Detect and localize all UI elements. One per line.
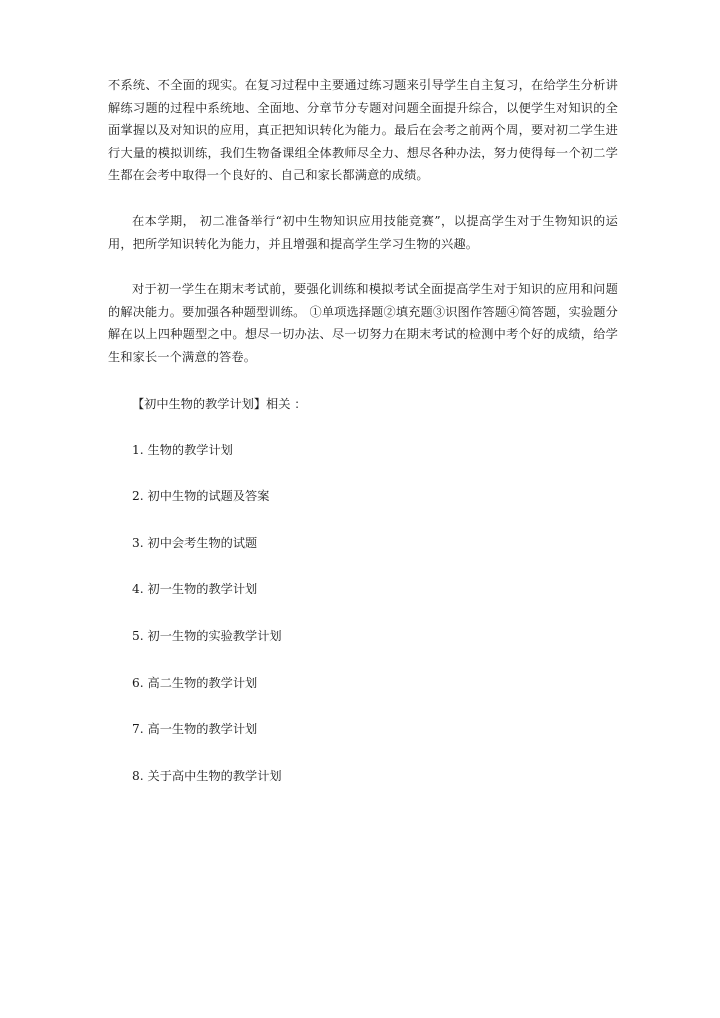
related-link-item <box>132 672 618 694</box>
related-link-item <box>132 532 618 554</box>
related-links-list <box>108 439 618 787</box>
related-heading: 【初中生物的教学计划】相关 ： <box>132 396 307 411</box>
related-link[interactable]: 5. 初一生物的实验教学计划 <box>132 628 282 643</box>
related-link[interactable]: 1. 生物的教学计划 <box>132 442 233 457</box>
paragraph-grade-one-exam: 对于初一学生在期末考试前，要强化训练和模拟考试全面提高学生对于知识的应用和问题的解决能力。要加强各种题型训练。 ①单项选择题②填充题③识图作答题④简答题，实验题分解在以上四种题型之中。想尽一切办法、尽一切努力在期末考试的检测中考个好的成绩，给学生和家长一个满意的答卷。 <box>108 282 618 364</box>
paragraph-competition: 在本学期， 初二准备举行“初中生物知识应用技能竞赛”，以提高学生对于生物知识的运用，把所学知识转化为能力，并且增强和提高学生学习生物的兴趣。 <box>108 213 618 251</box>
related-link-item <box>132 765 618 787</box>
paragraph-review-plan: 不系统、不全面的现实。在复习过程中主要通过练习题来引导学生自主复习，在给学生分析讲解练习题的过程中系统地、全面地、分章节分专题对问题全面提升综合，以便学生对知识的全面掌握以及对知识的应用，真正把知识转化为能力。最后在会考之前两个周，要对初二学生进行大量的模拟训练，我们生物备课组全体教师尽全力、想尽各种办法，努力使得每一个初二学生都在会考中取得一个良好的、自己和家长都满意的成绩。 <box>108 78 618 183</box>
document-page <box>108 74 618 811</box>
related-link-item <box>132 439 618 461</box>
related-link[interactable]: 4. 初一生物的教学计划 <box>132 582 258 597</box>
related-link-item <box>132 625 618 647</box>
related-link[interactable]: 7. 高一生物的教学计划 <box>132 722 258 737</box>
related-link-item <box>132 578 618 600</box>
related-link-item <box>132 718 618 740</box>
related-link[interactable]: 2. 初中生物的试题及答案 <box>132 489 270 504</box>
related-link-item <box>132 485 618 507</box>
related-link[interactable]: 8. 关于高中生物的教学计划 <box>132 768 282 783</box>
related-link[interactable]: 3. 初中会考生物的试题 <box>132 535 258 550</box>
related-link[interactable]: 6. 高二生物的教学计划 <box>132 675 258 690</box>
